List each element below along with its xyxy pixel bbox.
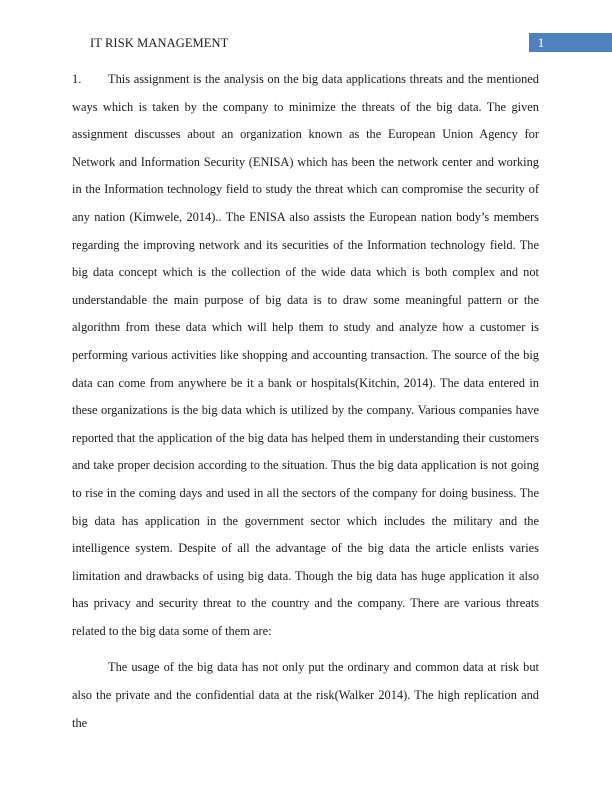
document-body [72, 66, 539, 737]
page-number-box [529, 33, 612, 52]
indented-paragraph: The usage of the big data has not only put the ordinary and common data at risk but also the private and the confidential data at the risk(Walker 2014). The high replication and the [72, 660, 539, 730]
numbered-paragraph [72, 66, 539, 645]
running-header-title: IT RISK MANAGEMENT [90, 36, 229, 50]
page-number: 1 [537, 35, 545, 50]
list-number: 1. [72, 72, 82, 86]
paragraph-text: This assignment is the analysis on the big data applications threats and the mentioned ways which is taken by the company to minimize the threats of the big data. The given assignment discusses about an organization known as the European Union Agency for Network and Information Security (ENISA) which has been the network center and working in the Information technology field to study the threat which can compromise the security of any nation (Kimwele, 2014).. The ENISA also assists the European nation body’s members regarding the improving network and its securities of the Information technology field. The big data concept which is the collection of the wide data which is both complex and not understandable the main purpose of big data is to draw some meaningful pattern or the algorithm from these data which will help them to study and analyze how a customer is performing various activities like shopping and accounting transaction. The source of the big data can come from anywhere be it a bank or hospitals(Kitchin, 2014). The data entered in these organizations is the big data which is utilized by the company. Various companies have reported that the application of the big data has helped them in understanding their customers and take proper decision according to the situation. Thus the big data application is not going to rise in the coming days and used in all the sectors of the company for doing business. The big data has application in the government sector which includes the military and the intelligence system. Despite of all the advantage of the big data the article enlists varies limitation and drawbacks of using big data. Though the big data has huge application it also has privacy and security threat to the country and the company. There are various threats related to the big data some of them are: [72, 72, 539, 638]
